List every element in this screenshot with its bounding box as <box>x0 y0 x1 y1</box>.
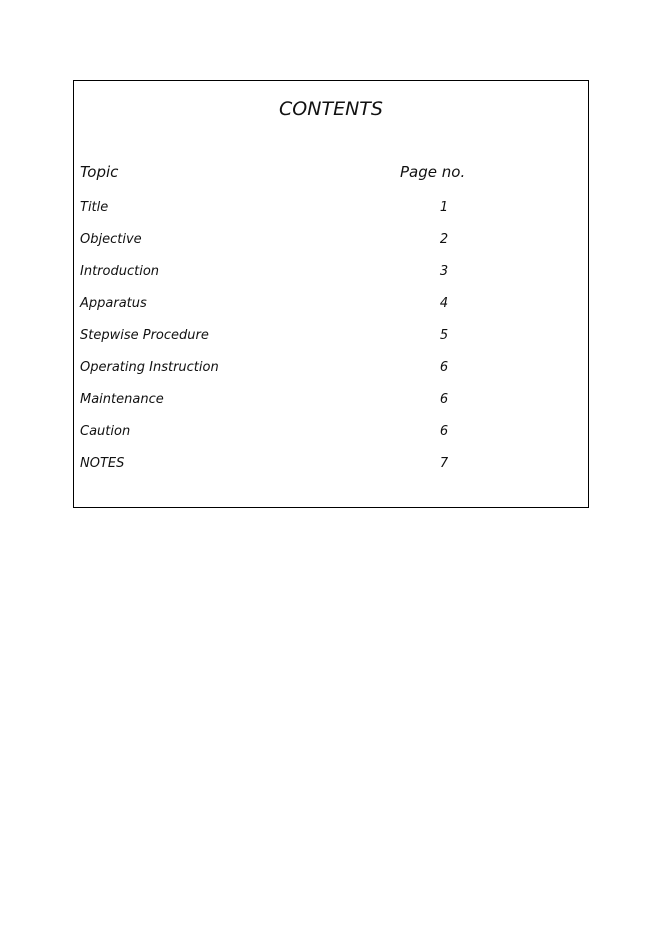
toc-page-number: 3 <box>439 264 449 279</box>
toc-topic: Operating Instruction <box>80 360 219 375</box>
toc-entry <box>74 231 588 263</box>
toc-topic: Maintenance <box>80 392 164 407</box>
toc-page-number: 7 <box>439 456 449 471</box>
toc-entry <box>74 391 588 423</box>
toc-topic: Caution <box>80 424 131 439</box>
toc-topic: Objective <box>80 232 142 247</box>
toc-page-number: 5 <box>439 328 449 343</box>
toc-list <box>74 199 588 487</box>
toc-entry <box>74 263 588 295</box>
toc-page-number: 6 <box>439 392 449 407</box>
toc-topic: NOTES <box>80 456 125 471</box>
toc-page-number: 6 <box>439 360 449 375</box>
toc-page-number: 2 <box>439 232 449 247</box>
toc-page-number: 1 <box>439 200 449 215</box>
toc-entry <box>74 199 588 231</box>
toc-topic: Apparatus <box>80 296 147 311</box>
toc-topic: Stepwise Procedure <box>80 328 209 343</box>
page-column-header: Page no. <box>400 163 466 181</box>
toc-page-number: 4 <box>439 296 449 311</box>
toc-entry <box>74 327 588 359</box>
toc-entry <box>74 423 588 455</box>
toc-topic: Introduction <box>80 264 160 279</box>
toc-topic: Title <box>80 200 109 215</box>
contents-heading: CONTENTS <box>279 98 383 120</box>
toc-entry <box>74 455 588 487</box>
contents-box <box>73 80 589 508</box>
topic-column-header: Topic <box>80 163 119 181</box>
toc-entry <box>74 359 588 391</box>
toc-entry <box>74 295 588 327</box>
toc-page-number: 6 <box>439 424 449 439</box>
